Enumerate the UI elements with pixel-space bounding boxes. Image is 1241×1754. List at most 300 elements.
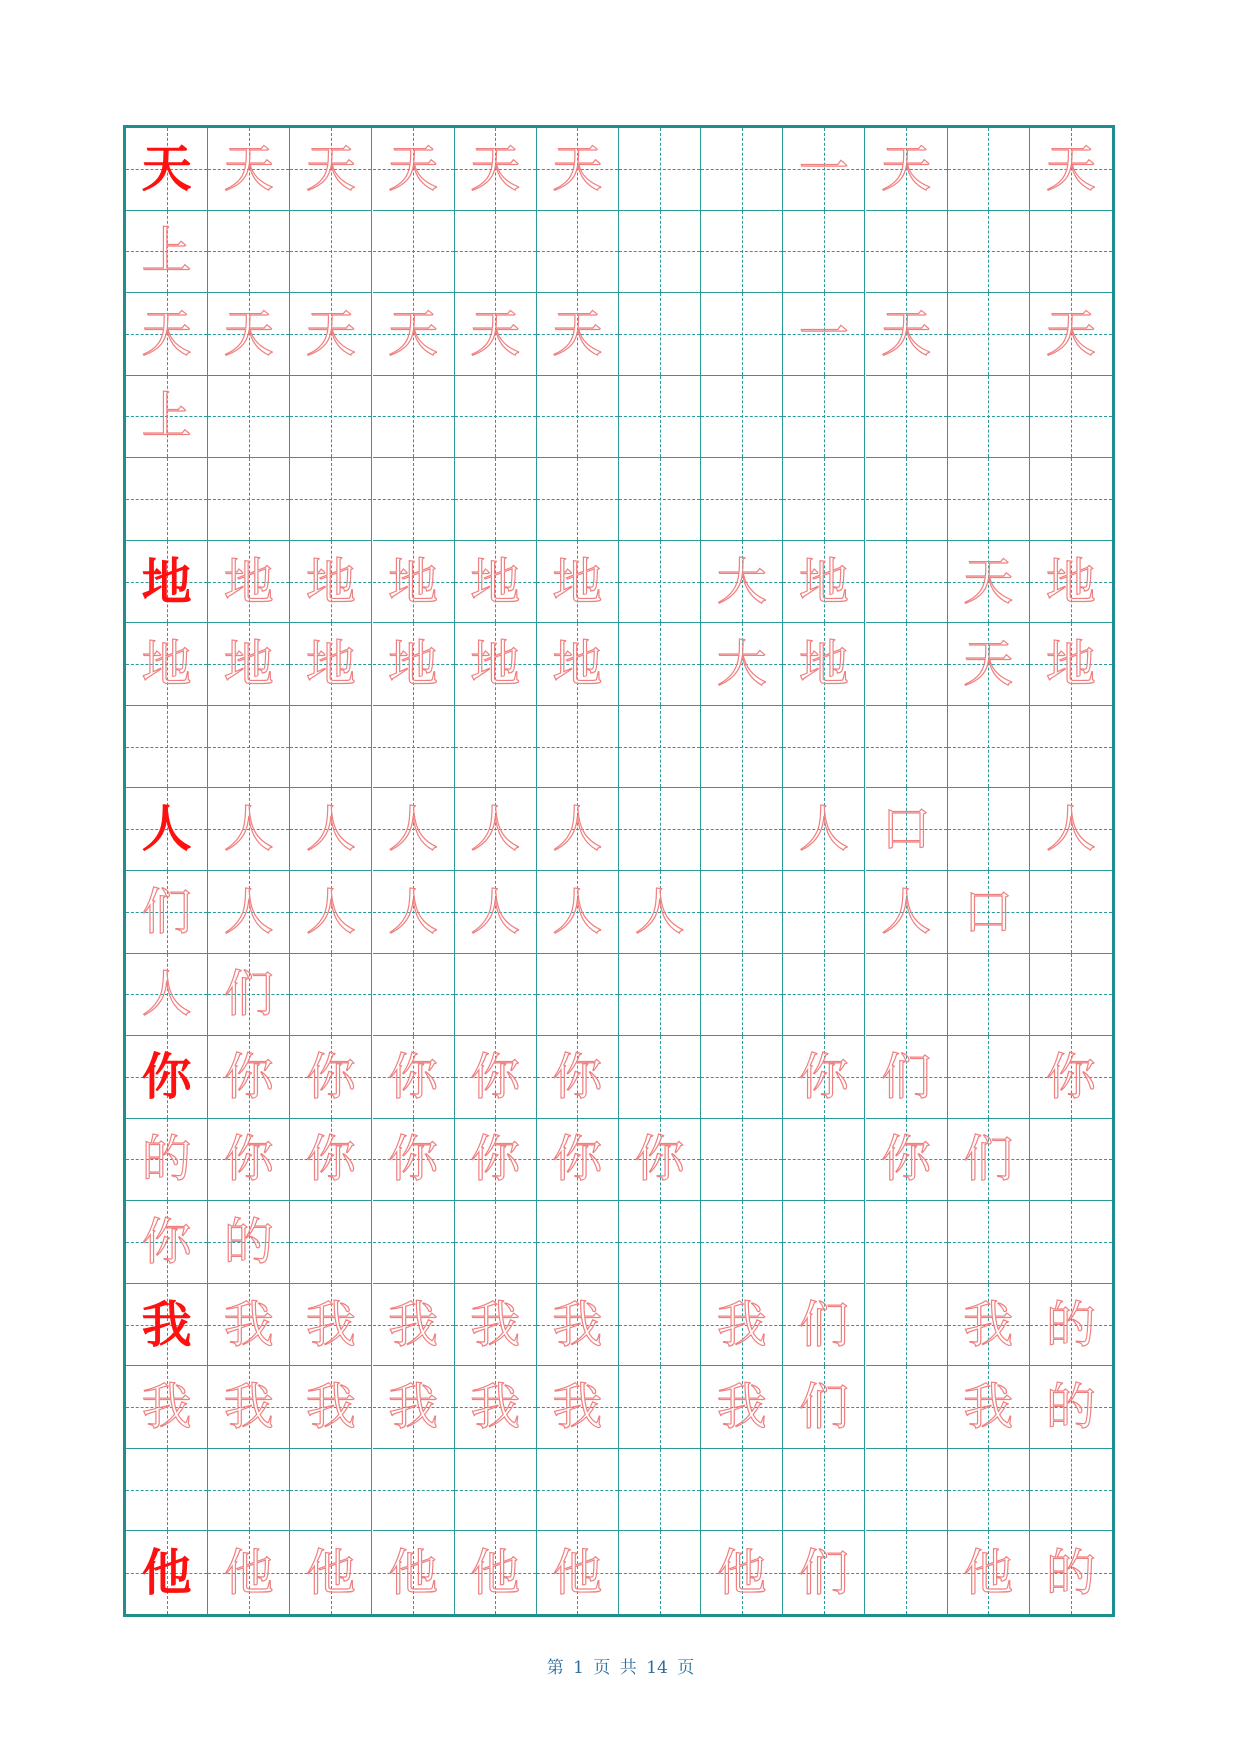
grid-cell (208, 458, 290, 541)
grid-cell (866, 458, 948, 541)
trace-character: 的 (1045, 1378, 1096, 1437)
grid-cell (537, 376, 619, 459)
grid-cell (537, 954, 619, 1037)
grid-cell (290, 706, 372, 789)
grid-cell (948, 128, 1030, 211)
grid-cell (290, 623, 372, 706)
trace-character: 我 (470, 1378, 521, 1437)
grid-cell (619, 788, 701, 871)
grid-cell (701, 211, 783, 294)
grid-cell (126, 1119, 208, 1202)
grid-cell (208, 1119, 290, 1202)
trace-character: 大 (716, 552, 767, 611)
trace-character: 地 (552, 635, 603, 694)
trace-character: 人 (388, 882, 439, 941)
grid-cell (208, 1036, 290, 1119)
trace-character: 你 (388, 1130, 439, 1189)
trace-character: 地 (470, 552, 521, 611)
trace-character: 我 (141, 1378, 192, 1437)
grid-cell (701, 1201, 783, 1284)
grid-cell (455, 623, 537, 706)
grid-cell (866, 1449, 948, 1532)
trace-character: 你 (552, 1130, 603, 1189)
grid-cell (783, 1531, 865, 1614)
grid-cell (1030, 706, 1112, 789)
grid-cell (619, 541, 701, 624)
trace-character: 人 (305, 800, 356, 859)
trace-character: 人 (798, 800, 849, 859)
trace-character: 你 (223, 1130, 274, 1189)
grid-cell (783, 706, 865, 789)
grid-cell (701, 1531, 783, 1614)
grid-cell (866, 128, 948, 211)
grid-cell (619, 211, 701, 294)
practice-grid (123, 125, 1115, 1617)
grid-cell (290, 1449, 372, 1532)
grid-cell (948, 293, 1030, 376)
grid-cell (537, 211, 619, 294)
grid-cell (783, 211, 865, 294)
grid-cell (290, 1531, 372, 1614)
grid-cell (948, 1036, 1030, 1119)
grid-cell (783, 1119, 865, 1202)
trace-character: 他 (223, 1543, 274, 1602)
grid-cell (783, 788, 865, 871)
grid-cell (126, 293, 208, 376)
trace-character: 他 (470, 1543, 521, 1602)
trace-character: 的 (223, 1212, 274, 1271)
grid-cell (619, 458, 701, 541)
grid-cell (537, 128, 619, 211)
trace-character: 他 (963, 1543, 1014, 1602)
trace-character: 你 (881, 1130, 932, 1189)
trace-character: 人 (470, 882, 521, 941)
grid-cell (126, 1201, 208, 1284)
trace-character: 我 (388, 1295, 439, 1354)
trace-character: 一 (798, 139, 849, 198)
grid-cell (866, 1284, 948, 1367)
trace-character: 天 (388, 139, 439, 198)
grid-cell (537, 1119, 619, 1202)
grid-cell (948, 458, 1030, 541)
trace-character: 们 (798, 1295, 849, 1354)
grid-cell (208, 128, 290, 211)
grid-cell (208, 706, 290, 789)
grid-cell (619, 1366, 701, 1449)
grid-cell (126, 706, 208, 789)
grid-cell (866, 211, 948, 294)
grid-cell (373, 1036, 455, 1119)
grid-cell (290, 458, 372, 541)
grid-cell (126, 623, 208, 706)
lesson-character: 你 (141, 1046, 192, 1106)
total-unit: 页 (677, 1658, 695, 1678)
trace-character: 们 (223, 965, 274, 1024)
trace-character: 我 (223, 1295, 274, 1354)
grid-cell (701, 1119, 783, 1202)
trace-character: 我 (223, 1378, 274, 1437)
trace-character: 我 (963, 1295, 1014, 1354)
grid-cell (290, 1366, 372, 1449)
grid-cell (208, 623, 290, 706)
grid-cell (455, 376, 537, 459)
trace-character: 天 (223, 139, 274, 198)
grid-cell (455, 1531, 537, 1614)
trace-character: 口 (881, 800, 932, 859)
grid-cell (208, 1449, 290, 1532)
grid-cell (948, 1531, 1030, 1614)
trace-character: 我 (552, 1295, 603, 1354)
trace-character: 你 (1045, 1047, 1096, 1106)
grid-cell (948, 211, 1030, 294)
trace-character: 们 (881, 1047, 932, 1106)
grid-cell (455, 1284, 537, 1367)
grid-cell (373, 1366, 455, 1449)
trace-character: 天 (305, 139, 356, 198)
grid-cell (866, 1201, 948, 1284)
grid-cell (783, 458, 865, 541)
grid-cell (619, 1531, 701, 1614)
grid-cell (701, 1449, 783, 1532)
grid-cell (701, 954, 783, 1037)
grid-cell (455, 1119, 537, 1202)
total-prefix: 共 (619, 1658, 637, 1678)
trace-character: 他 (716, 1543, 767, 1602)
trace-character: 人 (552, 882, 603, 941)
trace-character: 他 (305, 1543, 356, 1602)
trace-character: 我 (305, 1295, 356, 1354)
grid-cell (455, 541, 537, 624)
grid-cell (783, 1449, 865, 1532)
lesson-character: 人 (141, 799, 192, 859)
trace-character: 天 (1045, 304, 1096, 363)
grid-cell (783, 376, 865, 459)
grid-cell (701, 871, 783, 954)
grid-cell (701, 1036, 783, 1119)
lesson-character: 天 (141, 138, 192, 198)
trace-character: 他 (388, 1543, 439, 1602)
grid-cell (701, 706, 783, 789)
trace-character: 地 (388, 635, 439, 694)
page-number: 1 (573, 1658, 584, 1678)
grid-cell (537, 788, 619, 871)
grid-cell (948, 376, 1030, 459)
grid-cell (126, 1366, 208, 1449)
grid-cell (455, 128, 537, 211)
grid-cell (373, 1531, 455, 1614)
trace-character: 你 (388, 1047, 439, 1106)
grid-cell (455, 788, 537, 871)
grid-cell (948, 706, 1030, 789)
trace-character: 你 (470, 1130, 521, 1189)
grid-cell (208, 1366, 290, 1449)
grid-cell (290, 1284, 372, 1367)
grid-cell (948, 1366, 1030, 1449)
trace-character: 人 (388, 800, 439, 859)
grid-cell (619, 623, 701, 706)
grid-cell (783, 1366, 865, 1449)
trace-character: 我 (716, 1378, 767, 1437)
trace-character: 天 (963, 635, 1014, 694)
total-pages: 14 (646, 1658, 668, 1678)
grid-cell (290, 541, 372, 624)
grid-cell (866, 788, 948, 871)
grid-cell (537, 1284, 619, 1367)
trace-character: 我 (388, 1378, 439, 1437)
grid-cell (455, 1366, 537, 1449)
grid-cell (866, 1366, 948, 1449)
grid-cell (866, 1119, 948, 1202)
grid-cell (126, 541, 208, 624)
trace-character: 的 (141, 1130, 192, 1189)
grid-cell (948, 1284, 1030, 1367)
grid-cell (1030, 128, 1112, 211)
trace-character: 地 (305, 635, 356, 694)
grid-cell (373, 1119, 455, 1202)
grid-cell (866, 1531, 948, 1614)
lesson-character: 他 (141, 1542, 192, 1602)
grid-cell (373, 1449, 455, 1532)
grid-cell (1030, 541, 1112, 624)
grid-cell (126, 1284, 208, 1367)
grid-cell (866, 541, 948, 624)
grid-cell (126, 788, 208, 871)
grid-cell (701, 128, 783, 211)
grid-cell (537, 541, 619, 624)
grid-cell (948, 871, 1030, 954)
grid-cell (373, 128, 455, 211)
grid-cell (208, 376, 290, 459)
grid-cell (619, 1284, 701, 1367)
trace-character: 你 (798, 1047, 849, 1106)
grid-cell (537, 1201, 619, 1284)
trace-character: 地 (388, 552, 439, 611)
grid-cell (373, 623, 455, 706)
grid-cell (1030, 623, 1112, 706)
page-prefix: 第 (546, 1658, 564, 1678)
grid-cell (455, 1449, 537, 1532)
trace-character: 天 (388, 304, 439, 363)
grid-cell (783, 1284, 865, 1367)
page-unit: 页 (593, 1658, 611, 1678)
grid-cell (290, 293, 372, 376)
grid-cell (455, 871, 537, 954)
grid-cell (373, 211, 455, 294)
grid-cell (701, 293, 783, 376)
grid-cell (783, 954, 865, 1037)
grid-cell (126, 871, 208, 954)
grid-cell (1030, 1284, 1112, 1367)
grid-cell (701, 788, 783, 871)
grid-cell (783, 128, 865, 211)
trace-character: 人 (1045, 800, 1096, 859)
trace-character: 他 (552, 1543, 603, 1602)
grid-cell (208, 1531, 290, 1614)
trace-character: 你 (305, 1047, 356, 1106)
grid-cell (290, 1036, 372, 1119)
trace-character: 天 (881, 139, 932, 198)
trace-character: 天 (470, 139, 521, 198)
grid-cell (701, 541, 783, 624)
trace-character: 你 (552, 1047, 603, 1106)
grid-cell (783, 871, 865, 954)
grid-cell (208, 954, 290, 1037)
grid-cell (290, 376, 372, 459)
grid-cell (208, 1201, 290, 1284)
grid-cell (537, 1366, 619, 1449)
grid-cell (948, 541, 1030, 624)
trace-character: 你 (470, 1047, 521, 1106)
trace-character: 人 (223, 800, 274, 859)
grid-cell (455, 293, 537, 376)
trace-character: 我 (470, 1295, 521, 1354)
grid-cell (783, 541, 865, 624)
grid-cell (783, 1036, 865, 1119)
grid-cell (126, 376, 208, 459)
grid-cell (866, 1036, 948, 1119)
grid-cell (373, 706, 455, 789)
grid-cell (948, 1201, 1030, 1284)
grid-cell (537, 293, 619, 376)
trace-character: 大 (716, 635, 767, 694)
grid-cell (619, 376, 701, 459)
grid-cell (373, 1201, 455, 1284)
trace-character: 地 (305, 552, 356, 611)
trace-character: 天 (223, 304, 274, 363)
grid-cell (455, 211, 537, 294)
grid-cell (783, 293, 865, 376)
grid-cell (208, 293, 290, 376)
grid-cell (537, 1036, 619, 1119)
grid-cell (619, 1119, 701, 1202)
trace-character: 天 (470, 304, 521, 363)
grid-cell (373, 1284, 455, 1367)
grid-cell (783, 623, 865, 706)
grid-cell (208, 541, 290, 624)
grid-cell (455, 1036, 537, 1119)
grid-cell (1030, 1119, 1112, 1202)
grid-cell (373, 458, 455, 541)
trace-character: 人 (552, 800, 603, 859)
grid-cell (1030, 788, 1112, 871)
grid-cell (455, 954, 537, 1037)
grid-cell (1030, 954, 1112, 1037)
trace-character: 天 (1045, 139, 1096, 198)
grid-cell (373, 293, 455, 376)
grid-cell (290, 1201, 372, 1284)
grid-cell (290, 954, 372, 1037)
grid-cell (619, 1449, 701, 1532)
grid-cell (866, 706, 948, 789)
trace-character: 人 (470, 800, 521, 859)
grid-cell (537, 871, 619, 954)
grid-cell (208, 1284, 290, 1367)
grid-cell (290, 788, 372, 871)
trace-character: 们 (963, 1130, 1014, 1189)
trace-character: 我 (716, 1295, 767, 1354)
grid-cell (290, 1119, 372, 1202)
trace-character: 地 (1045, 552, 1096, 611)
grid-cell (373, 788, 455, 871)
grid-cell (1030, 1036, 1112, 1119)
grid-cell (126, 1531, 208, 1614)
trace-character: 天 (552, 139, 603, 198)
grid-cell (290, 871, 372, 954)
grid-cell (866, 623, 948, 706)
trace-character: 我 (552, 1378, 603, 1437)
grid-cell (126, 1036, 208, 1119)
grid-cell (373, 954, 455, 1037)
grid-cell (948, 954, 1030, 1037)
grid-cell (290, 128, 372, 211)
grid-cell (1030, 1531, 1112, 1614)
grid-cell (537, 623, 619, 706)
trace-character: 地 (798, 635, 849, 694)
trace-character: 人 (881, 882, 932, 941)
grid-cell (866, 293, 948, 376)
trace-character: 人 (305, 882, 356, 941)
grid-cell (208, 211, 290, 294)
grid-cell (701, 623, 783, 706)
trace-character: 你 (223, 1047, 274, 1106)
grid-cell (866, 954, 948, 1037)
grid-cell (1030, 1449, 1112, 1532)
grid-cell (1030, 1201, 1112, 1284)
trace-character: 地 (552, 552, 603, 611)
trace-character: 们 (798, 1543, 849, 1602)
grid-cell (208, 788, 290, 871)
grid-cell (701, 1284, 783, 1367)
grid-cell (455, 458, 537, 541)
page-footer (0, 1653, 1241, 1678)
trace-character: 一 (798, 304, 849, 363)
grid-cell (1030, 871, 1112, 954)
grid-cell (948, 788, 1030, 871)
trace-character: 人 (634, 882, 685, 941)
grid-cell (373, 871, 455, 954)
grid-cell (619, 1036, 701, 1119)
trace-character: 地 (470, 635, 521, 694)
trace-character: 们 (798, 1378, 849, 1437)
trace-character: 天 (141, 304, 192, 363)
grid-cell (619, 293, 701, 376)
grid-cell (783, 1201, 865, 1284)
trace-character: 人 (141, 965, 192, 1024)
trace-character: 口 (963, 882, 1014, 941)
trace-character: 地 (141, 635, 192, 694)
grid-cell (948, 1449, 1030, 1532)
trace-character: 地 (1045, 635, 1096, 694)
grid-cell (948, 1119, 1030, 1202)
grid-cell (208, 871, 290, 954)
grid-cell (948, 623, 1030, 706)
grid-cell (619, 706, 701, 789)
grid-cell (701, 1366, 783, 1449)
grid-cell (126, 128, 208, 211)
trace-character: 天 (963, 552, 1014, 611)
grid-cell (619, 1201, 701, 1284)
lesson-character: 我 (141, 1294, 192, 1354)
trace-character: 地 (223, 552, 274, 611)
grid-cell (619, 871, 701, 954)
trace-character: 你 (305, 1130, 356, 1189)
trace-character: 上 (141, 222, 192, 281)
trace-character: 天 (305, 304, 356, 363)
grid-cell (537, 458, 619, 541)
grid-cell (1030, 458, 1112, 541)
trace-character: 天 (881, 304, 932, 363)
grid-cell (866, 376, 948, 459)
